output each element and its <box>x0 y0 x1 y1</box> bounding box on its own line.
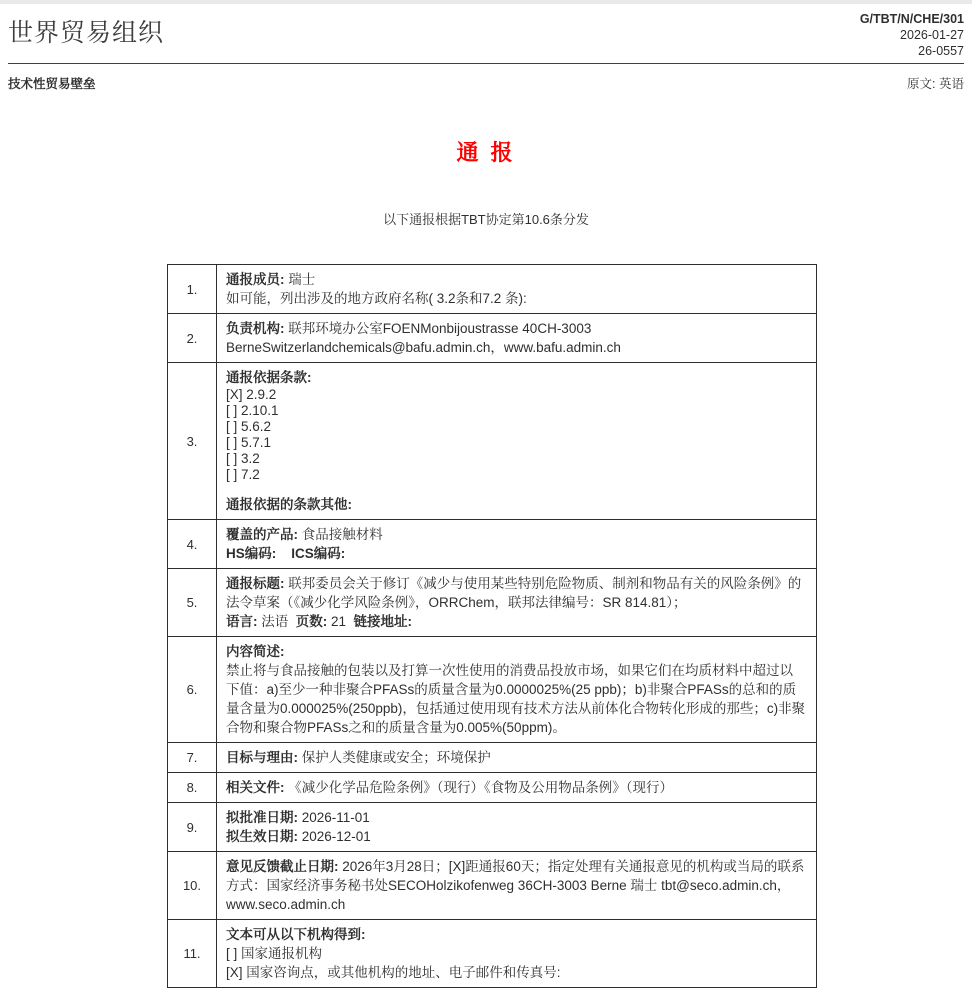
row-number: 3. <box>168 363 217 520</box>
row-content <box>217 637 817 743</box>
text-line <box>226 642 806 661</box>
page-title: 通 报 <box>456 140 516 165</box>
text-line <box>226 435 806 451</box>
row-number: 1. <box>168 265 217 314</box>
text-line <box>226 467 806 483</box>
text-line <box>226 661 806 737</box>
row-number: 8. <box>168 773 217 803</box>
field-value: [ ] 5.6.2 <box>226 419 272 434</box>
document-date: 2026-01-27 <box>900 28 964 42</box>
text-line <box>226 403 806 419</box>
field-value: 法语 <box>257 614 296 629</box>
text-line <box>226 944 806 963</box>
table-row <box>168 920 817 988</box>
text-line <box>226 574 806 612</box>
field-label: 覆盖的产品: <box>226 527 302 542</box>
text-line <box>226 387 806 403</box>
field-label: 语言: <box>226 614 258 629</box>
field-label: 负责机构: <box>226 321 289 336</box>
field-value: [ ] 5.7.1 <box>226 435 272 450</box>
row-number: 6. <box>168 637 217 743</box>
table-row <box>168 773 817 803</box>
field-label: 内容简述: <box>226 644 285 659</box>
field-value: [ ] 国家通报机构 <box>226 946 323 961</box>
table-row <box>168 743 817 773</box>
text-line <box>226 612 806 631</box>
row-content <box>217 363 817 520</box>
text-line <box>226 827 806 846</box>
table-row <box>168 363 817 520</box>
row-content <box>217 265 817 314</box>
row-content <box>217 852 817 920</box>
document-header <box>0 4 972 92</box>
field-value: 保护人类健康或安全；环境保护 <box>301 750 491 765</box>
row-content <box>217 920 817 988</box>
field-value: [X] 2.9.2 <box>226 387 277 402</box>
field-label: 目标与理由: <box>226 750 302 765</box>
field-value: 《减少化学品危险条例》（现行）《食物及公用物品条例》（现行） <box>288 780 673 795</box>
row-number: 5. <box>168 569 217 637</box>
text-line <box>226 748 806 767</box>
notification-table <box>167 264 817 988</box>
table-row <box>168 803 817 852</box>
field-value: [ ] 2.10.1 <box>226 403 279 418</box>
text-line <box>226 544 806 563</box>
field-value: 2026-11-01 <box>301 810 370 825</box>
field-label: 拟生效日期: <box>226 829 302 844</box>
field-value: 联邦环境办公室FOENMonbijoustrasse 40CH-3003 BerneSwitzerlandchemicals@bafu.admin.ch，www.bafu.admin.ch <box>226 321 621 355</box>
text-line <box>226 963 806 982</box>
field-label: 链接地址: <box>353 614 413 629</box>
field-value: 禁止将与食品接触的包装以及打算一次性使用的消费品投放市场，如果它们在均质材料中超过以下值：a)至少一种非聚合PFASs的质量含量为0.0000025%(25 ppb)；b)非聚合PFASs的总和的质量含量为0.000025%(250ppb)，包括通过使用现有技术方法从前体化合物转化形成的那些；c)非聚合物和聚合物PFASs之和的质量含量为0.005%(50ppm)。 <box>226 663 806 735</box>
field-label: 通报依据条款: <box>226 370 312 385</box>
text-line <box>226 270 806 289</box>
text-line <box>226 319 806 357</box>
row-content <box>217 314 817 363</box>
field-value: 食品接触材料 <box>301 527 383 542</box>
field-label: 意见反馈截止日期: <box>226 859 343 874</box>
text-line <box>226 778 806 797</box>
document-number: G/TBT/N/CHE/301 <box>859 12 964 26</box>
text-line <box>226 368 806 387</box>
row-content <box>217 743 817 773</box>
section-label: 技术性贸易壁垒 <box>8 77 96 91</box>
text-line <box>226 451 806 467</box>
field-value: 2026年3月28日；[X]距通报60天；指定处理有关通报意见的机构或当局的联系方式：国家经济事务秘书处SECOHolzikofenweg 36CH-3003 Berne 瑞士 tbt@seco.admin.ch，www.seco.admin.ch <box>226 859 805 912</box>
original-language-label: 原文: 英语 <box>907 77 964 91</box>
page-subtitle: 以下通报根据TBT协定第10.6条分发 <box>383 212 589 227</box>
row-content <box>217 520 817 569</box>
row-number: 7. <box>168 743 217 773</box>
field-value: 2026-12-01 <box>301 829 371 844</box>
field-value: 瑞士 <box>288 272 316 287</box>
row-number: 11. <box>168 920 217 988</box>
field-label: 文本可从以下机构得到: <box>226 927 366 942</box>
field-value: 如可能，列出涉及的地方政府名称( 3.2条和7.2 条): <box>226 291 527 306</box>
table-row <box>168 314 817 363</box>
row-number: 4. <box>168 520 217 569</box>
field-label: 页数: <box>295 614 328 629</box>
field-label: 相关文件: <box>226 780 289 795</box>
table-row <box>168 569 817 637</box>
text-line <box>226 857 806 914</box>
table-row <box>168 265 817 314</box>
field-value: 联邦委员会关于修订《减少与使用某些特别危险物质、制剂和物品有关的风险条例》的法令草案（《减少化学风险条例》，ORRChem，联邦法律编号：SR 814.81）； <box>226 576 802 610</box>
row-number: 10. <box>168 852 217 920</box>
table-row <box>168 852 817 920</box>
text-line <box>226 495 806 514</box>
field-label: 拟批准日期: <box>226 810 302 825</box>
field-label: 通报成员: <box>226 272 289 287</box>
text-line <box>226 925 806 944</box>
row-content <box>217 569 817 637</box>
text-line <box>226 289 806 308</box>
field-value: 21 <box>327 614 354 629</box>
field-label: 通报标题: <box>226 576 289 591</box>
text-line <box>226 808 806 827</box>
row-content <box>217 803 817 852</box>
row-content <box>217 773 817 803</box>
text-line <box>226 419 806 435</box>
field-label: 通报依据的条款其他: <box>226 497 352 512</box>
org-title: 世界贸易组织 <box>8 19 165 47</box>
row-number: 2. <box>168 314 217 363</box>
text-line <box>226 483 806 495</box>
table-row <box>168 637 817 743</box>
text-line <box>226 525 806 544</box>
field-value: [ ] 3.2 <box>226 451 260 466</box>
field-label: HS编码: ICS编码: <box>226 546 346 561</box>
document-ref: 26-0557 <box>918 44 964 58</box>
table-row <box>168 520 817 569</box>
field-value: [X] 国家咨询点，或其他机构的地址、电子邮件和传真号: <box>226 965 561 980</box>
subheader <box>8 64 964 92</box>
row-number: 9. <box>168 803 217 852</box>
field-value: [ ] 7.2 <box>226 467 260 482</box>
